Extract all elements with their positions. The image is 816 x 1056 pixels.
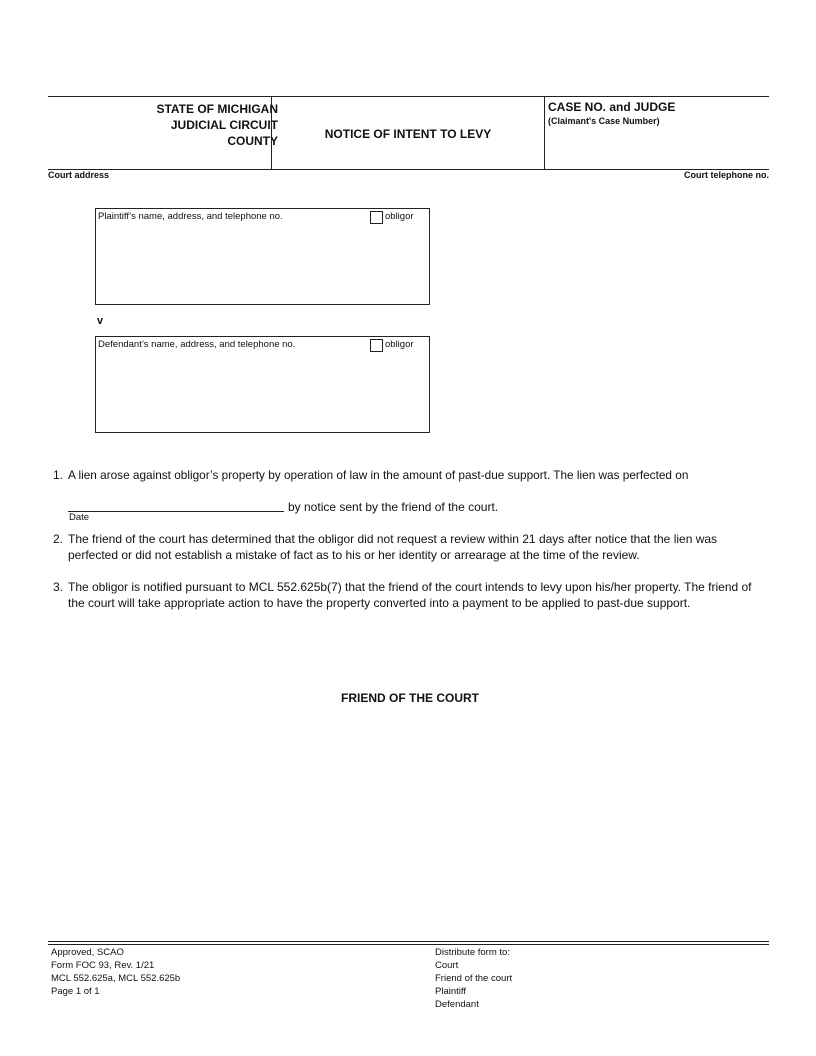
defendant-obligor-checkbox[interactable]	[370, 339, 383, 352]
court-identification	[156, 101, 278, 149]
distribute-court: Court	[435, 960, 459, 971]
distribute-plaintiff: Plaintiff	[435, 986, 466, 997]
friend-of-the-court-title: FRIEND OF THE COURT	[341, 691, 479, 705]
item-2-text: The friend of the court has determined that the obligor did not request a review within 21 days after notice that the lien was perfected or did not establish a mistake of fact as to his or her identity or arrearage at the time of the review.	[68, 532, 718, 562]
distribute-friend-of-court: Friend of the court	[435, 973, 513, 984]
item-1-continuation: by notice sent by the friend of the court.	[288, 500, 499, 514]
item-3-number: 3.	[53, 580, 64, 594]
footer-rule-top	[48, 941, 769, 942]
footer-rule-bottom	[48, 944, 769, 945]
court-address-label: Court address	[48, 170, 110, 180]
form-title: NOTICE OF INTENT TO LEVY	[324, 127, 492, 141]
case-number-sublabel: (Claimant's Case Number)	[548, 116, 660, 126]
item-1-text: A lien arose against obligor’s property by operation of law in the amount of past-due support. The lien was perfected on	[68, 468, 689, 482]
header-divider-right	[544, 97, 545, 169]
item-3-text: The obligor is notified pursuant to MCL 552.625b(7) that the friend of the court intends to levy upon his/her property. The friend of the court will take appropriate action to have the property converted into a payment to be applied to past-due support.	[68, 580, 752, 610]
defendant-label: Defendant’s name, address, and telephone no.	[98, 339, 296, 350]
case-number-label: CASE NO. and JUDGE	[548, 100, 676, 114]
footer-form-number: Form FOC 93, Rev. 1/21	[51, 960, 155, 971]
plaintiff-obligor-label: obligor	[385, 211, 414, 222]
versus-label: v	[97, 315, 104, 327]
footer-statute: MCL 552.625a, MCL 552.625b	[51, 973, 181, 984]
distribute-heading: Distribute form to:	[435, 947, 510, 958]
footer-distribution	[435, 946, 512, 1011]
state-name: STATE OF MICHIGAN	[156, 102, 278, 116]
item-2-number: 2.	[53, 532, 64, 546]
plaintiff-label: Plaintiff’s name, address, and telephone no.	[98, 211, 283, 222]
item-1-number: 1.	[53, 468, 64, 482]
plaintiff-info-box[interactable]	[95, 208, 430, 305]
date-label: Date	[69, 512, 90, 523]
plaintiff-obligor-checkbox[interactable]	[370, 211, 383, 224]
defendant-obligor-label: obligor	[385, 339, 414, 350]
form-header	[48, 96, 769, 170]
footer-form-info	[51, 946, 180, 998]
defendant-info-box[interactable]	[95, 336, 430, 433]
judicial-circuit-label: JUDICIAL CIRCUIT	[170, 118, 278, 132]
footer-approved: Approved, SCAO	[51, 947, 124, 958]
footer-page-number: Page 1 of 1	[51, 986, 100, 997]
distribute-defendant: Defendant	[435, 999, 479, 1010]
county-label: COUNTY	[227, 134, 278, 148]
lien-date-field[interactable]	[68, 511, 284, 512]
court-telephone-label: Court telephone no.	[684, 170, 769, 180]
